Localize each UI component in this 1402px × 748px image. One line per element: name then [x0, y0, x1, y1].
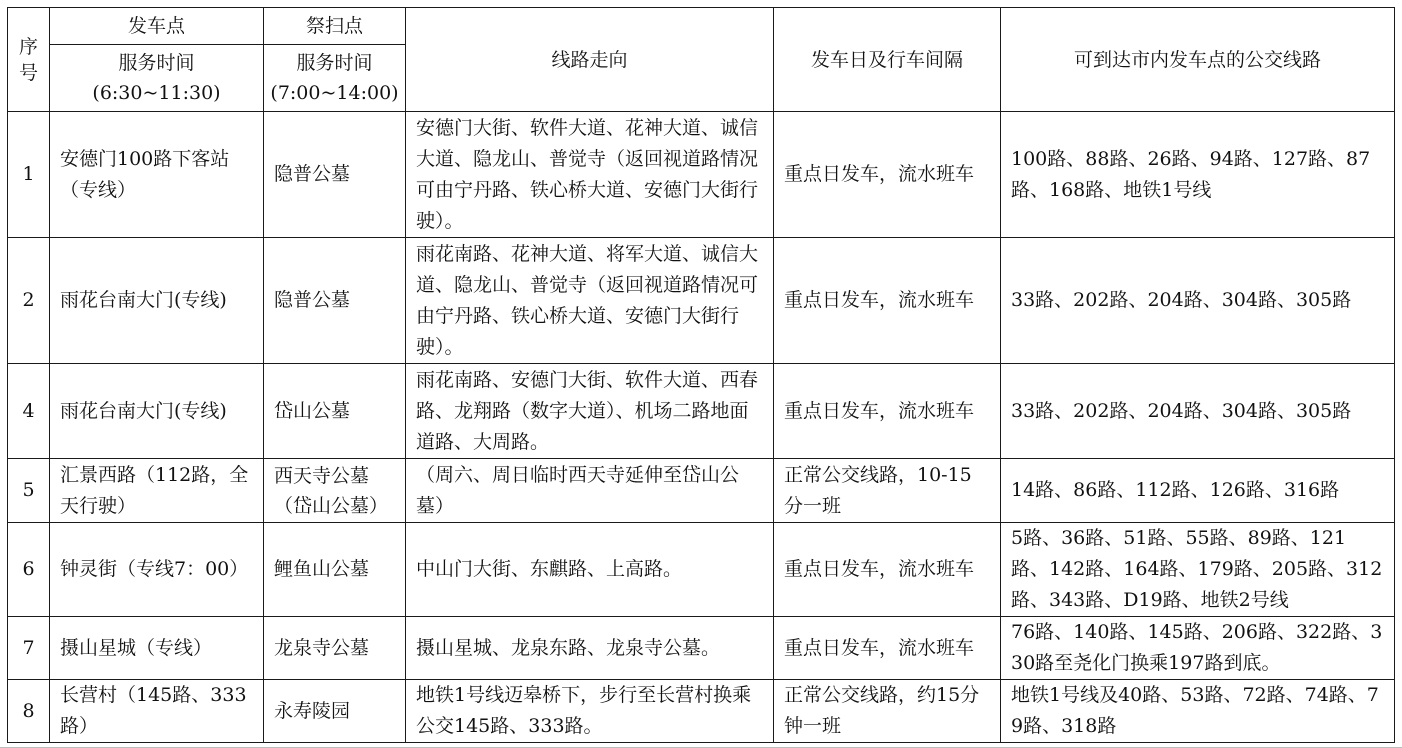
cemetery-cell: 西天寺公墓（岱山公墓）	[264, 459, 406, 523]
cemetery-cell: 龙泉寺公墓	[264, 617, 406, 680]
schedule-cell: 重点日发车，流水班车	[774, 112, 1001, 238]
header-departure-service	[50, 45, 264, 112]
row-index: 7	[8, 617, 50, 680]
header-bus-lines: 可到达市内发车点的公交线路	[1001, 8, 1395, 112]
table-row	[8, 523, 1395, 617]
cemetery-cell: 鲤鱼山公墓	[264, 523, 406, 617]
departure-cell: 钟灵街（专线7：00）	[50, 523, 264, 617]
header-cemetery: 祭扫点	[264, 8, 406, 45]
bus-lines-cell: 100路、88路、26路、94路、127路、87路、168路、地铁1号线	[1001, 112, 1395, 238]
route-cell: 摄山星城、龙泉东路、龙泉寺公墓。	[406, 617, 774, 680]
schedule-cell: 重点日发车，流水班车	[774, 523, 1001, 617]
row-index: 2	[8, 238, 50, 364]
bus-route-table	[7, 7, 1395, 743]
schedule-cell: 重点日发车，流水班车	[774, 617, 1001, 680]
table-row	[8, 238, 1395, 364]
schedule-cell: 正常公交线路，10-15分一班	[774, 459, 1001, 523]
header-schedule: 发车日及行车间隔	[774, 8, 1001, 112]
row-index: 1	[8, 112, 50, 238]
cemetery-cell: 隐普公墓	[264, 238, 406, 364]
route-cell: 雨花南路、安德门大街、软件大道、西春路、龙翔路（数字大道）、机场二路地面道路、大周路。	[406, 364, 774, 459]
cemetery-cell: 隐普公墓	[264, 112, 406, 238]
table-row	[8, 112, 1395, 238]
schedule-cell: 重点日发车，流水班车	[774, 364, 1001, 459]
header-departure: 发车点	[50, 8, 264, 45]
table-row	[8, 680, 1395, 743]
schedule-cell: 重点日发车，流水班车	[774, 238, 1001, 364]
row-index: 6	[8, 523, 50, 617]
departure-cell: 汇景西路（112路，全天行驶）	[50, 459, 264, 523]
departure-cell: 长营村（145路、333路）	[50, 680, 264, 743]
departure-cell: 摄山星城（专线）	[50, 617, 264, 680]
route-cell: 地铁1号线迈皋桥下，步行至长营村换乘公交145路、333路。	[406, 680, 774, 743]
departure-service-label: 服务时间	[118, 52, 195, 74]
departure-cell: 雨花台南大门(专线)	[50, 364, 264, 459]
cemetery-cell: 岱山公墓	[264, 364, 406, 459]
row-index: 8	[8, 680, 50, 743]
header-cemetery-service	[264, 45, 406, 112]
bus-lines-cell: 5路、36路、51路、55路、89路、121路、142路、164路、179路、205路、312路、343路、D19路、地铁2号线	[1001, 523, 1395, 617]
bus-lines-cell: 14路、86路、112路、126路、316路	[1001, 459, 1395, 523]
table-row	[8, 459, 1395, 523]
bus-lines-cell: 76路、140路、145路、206路、322路、330路至尧化门换乘197路到底。	[1001, 617, 1395, 680]
table-row	[8, 364, 1395, 459]
bus-lines-cell: 地铁1号线及40路、53路、72路、74路、79路、318路	[1001, 680, 1395, 743]
bus-lines-cell: 33路、202路、204路、304路、305路	[1001, 364, 1395, 459]
cemetery-service-time: (7:00~14:00)	[270, 82, 399, 104]
route-cell: （周六、周日临时西天寺延伸至岱山公墓）	[406, 459, 774, 523]
route-cell: 中山门大街、东麒路、上高路。	[406, 523, 774, 617]
bus-lines-cell: 33路、202路、204路、304路、305路	[1001, 238, 1395, 364]
schedule-cell: 正常公交线路，约15分钟一班	[774, 680, 1001, 743]
departure-service-time: (6:30~11:30)	[92, 82, 221, 104]
cemetery-service-label: 服务时间	[296, 52, 373, 74]
row-index: 5	[8, 459, 50, 523]
header-route: 线路走向	[406, 8, 774, 112]
departure-cell: 雨花台南大门(专线)	[50, 238, 264, 364]
route-cell: 安德门大街、软件大道、花神大道、诚信大道、隐龙山、普觉寺（返回视道路情况可由宁丹路、铁心桥大道、安德门大街行驶）。	[406, 112, 774, 238]
row-index: 4	[8, 364, 50, 459]
table-row	[8, 617, 1395, 680]
header-index: 序号	[8, 8, 50, 112]
header-row	[8, 8, 1395, 45]
cemetery-cell: 永寿陵园	[264, 680, 406, 743]
route-cell: 雨花南路、花神大道、将军大道、诚信大道、隐龙山、普觉寺（返回视道路情况可由宁丹路、铁心桥大道、安德门大街行驶）。	[406, 238, 774, 364]
departure-cell: 安德门100路下客站（专线）	[50, 112, 264, 238]
